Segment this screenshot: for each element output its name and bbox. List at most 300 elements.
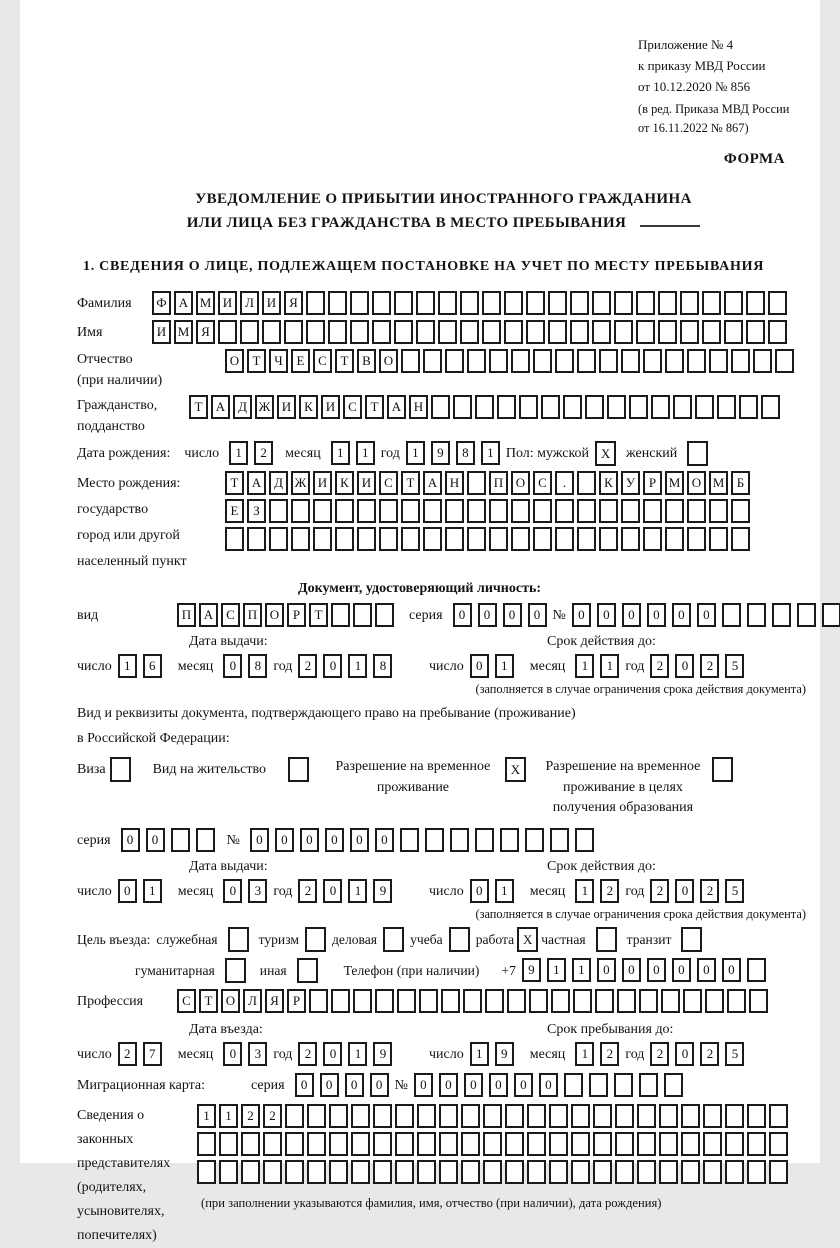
form-cell[interactable] bbox=[639, 1073, 658, 1097]
form-cell[interactable]: И bbox=[357, 471, 376, 495]
form-cell[interactable] bbox=[769, 1104, 788, 1128]
form-cell[interactable] bbox=[564, 1073, 583, 1097]
form-cell[interactable] bbox=[681, 1160, 700, 1184]
form-cell[interactable] bbox=[507, 989, 526, 1013]
form-cell[interactable]: Л bbox=[243, 989, 262, 1013]
form-cell[interactable]: 0 bbox=[223, 1042, 242, 1066]
form-cell[interactable] bbox=[419, 989, 438, 1013]
form-cell[interactable] bbox=[703, 1132, 722, 1156]
doc-type-input[interactable] bbox=[177, 603, 397, 627]
form-cell[interactable] bbox=[483, 1132, 502, 1156]
form-cell[interactable] bbox=[353, 989, 372, 1013]
form-cell[interactable] bbox=[747, 1160, 766, 1184]
form-cell[interactable] bbox=[383, 927, 404, 952]
form-cell[interactable] bbox=[527, 1104, 546, 1128]
form-cell[interactable]: С bbox=[379, 471, 398, 495]
form-cell[interactable]: Т bbox=[247, 349, 266, 373]
form-cell[interactable] bbox=[593, 1160, 612, 1184]
form-cell[interactable] bbox=[305, 927, 326, 952]
form-cell[interactable]: 0 bbox=[722, 958, 741, 982]
form-cell[interactable] bbox=[171, 828, 190, 852]
form-cell[interactable] bbox=[328, 320, 347, 344]
permit-valid-month-input[interactable] bbox=[575, 879, 625, 903]
form-cell[interactable]: X bbox=[595, 441, 616, 466]
form-cell[interactable] bbox=[397, 989, 416, 1013]
form-cell[interactable]: О bbox=[265, 603, 284, 627]
form-cell[interactable] bbox=[592, 291, 611, 315]
phone-input[interactable] bbox=[522, 958, 772, 982]
form-cell[interactable] bbox=[394, 320, 413, 344]
form-cell[interactable]: 0 bbox=[697, 958, 716, 982]
form-cell[interactable] bbox=[681, 927, 702, 952]
form-cell[interactable]: 1 bbox=[495, 654, 514, 678]
form-cell[interactable]: 9 bbox=[373, 1042, 392, 1066]
form-cell[interactable] bbox=[533, 527, 552, 551]
form-cell[interactable]: 2 bbox=[700, 654, 719, 678]
form-cell[interactable] bbox=[379, 499, 398, 523]
form-cell[interactable] bbox=[659, 1132, 678, 1156]
form-cell[interactable] bbox=[335, 499, 354, 523]
form-cell[interactable] bbox=[593, 1132, 612, 1156]
form-cell[interactable] bbox=[219, 1160, 238, 1184]
form-cell[interactable] bbox=[225, 958, 246, 983]
form-cell[interactable] bbox=[417, 1132, 436, 1156]
form-cell[interactable]: 0 bbox=[478, 603, 497, 627]
form-cell[interactable] bbox=[747, 958, 766, 982]
form-cell[interactable]: Т bbox=[199, 989, 218, 1013]
checkbox-edu-permit[interactable] bbox=[712, 757, 733, 782]
form-cell[interactable] bbox=[577, 349, 596, 373]
form-cell[interactable] bbox=[285, 1132, 304, 1156]
form-cell[interactable]: Ч bbox=[269, 349, 288, 373]
migration-card-number-input[interactable] bbox=[414, 1073, 689, 1097]
form-cell[interactable] bbox=[291, 499, 310, 523]
form-cell[interactable]: 1 bbox=[229, 441, 248, 465]
form-cell[interactable] bbox=[614, 1073, 633, 1097]
form-cell[interactable] bbox=[570, 320, 589, 344]
form-cell[interactable]: 0 bbox=[414, 1073, 433, 1097]
form-cell[interactable] bbox=[702, 320, 721, 344]
form-cell[interactable] bbox=[329, 1160, 348, 1184]
form-cell[interactable]: Н bbox=[445, 471, 464, 495]
form-cell[interactable]: 0 bbox=[275, 828, 294, 852]
form-cell[interactable]: А bbox=[387, 395, 406, 419]
form-cell[interactable]: 9 bbox=[495, 1042, 514, 1066]
form-cell[interactable] bbox=[822, 603, 840, 627]
form-cell[interactable] bbox=[423, 527, 442, 551]
surname-input[interactable] bbox=[152, 291, 790, 315]
form-cell[interactable] bbox=[596, 927, 617, 952]
permit-number-input[interactable] bbox=[250, 828, 600, 852]
form-cell[interactable] bbox=[438, 320, 457, 344]
form-cell[interactable] bbox=[439, 1104, 458, 1128]
birth-day-input[interactable] bbox=[229, 441, 279, 465]
form-cell[interactable]: 0 bbox=[622, 603, 641, 627]
form-cell[interactable]: 0 bbox=[622, 958, 641, 982]
form-cell[interactable] bbox=[263, 1132, 282, 1156]
form-cell[interactable] bbox=[288, 757, 309, 782]
form-cell[interactable] bbox=[375, 989, 394, 1013]
form-cell[interactable] bbox=[725, 1104, 744, 1128]
permit-issue-day-input[interactable] bbox=[118, 879, 168, 903]
form-cell[interactable]: 0 bbox=[464, 1073, 483, 1097]
form-cell[interactable] bbox=[329, 1104, 348, 1128]
form-cell[interactable]: Р bbox=[643, 471, 662, 495]
form-cell[interactable] bbox=[575, 828, 594, 852]
stay-month-input[interactable] bbox=[575, 1042, 625, 1066]
form-cell[interactable] bbox=[681, 1132, 700, 1156]
form-cell[interactable]: Т bbox=[335, 349, 354, 373]
form-cell[interactable]: З bbox=[247, 499, 266, 523]
form-cell[interactable] bbox=[709, 349, 728, 373]
form-cell[interactable] bbox=[702, 291, 721, 315]
form-cell[interactable]: С bbox=[221, 603, 240, 627]
form-cell[interactable]: 2 bbox=[298, 654, 317, 678]
form-cell[interactable] bbox=[225, 527, 244, 551]
form-cell[interactable]: М bbox=[174, 320, 193, 344]
form-cell[interactable] bbox=[483, 1104, 502, 1128]
form-cell[interactable] bbox=[665, 349, 684, 373]
form-cell[interactable] bbox=[661, 989, 680, 1013]
form-cell[interactable]: И bbox=[152, 320, 171, 344]
form-cell[interactable] bbox=[549, 1160, 568, 1184]
form-cell[interactable] bbox=[401, 527, 420, 551]
checkbox-purpose-official[interactable] bbox=[228, 927, 249, 952]
form-cell[interactable] bbox=[497, 395, 516, 419]
form-cell[interactable] bbox=[441, 989, 460, 1013]
form-cell[interactable] bbox=[526, 320, 545, 344]
doc-issue-year-input[interactable] bbox=[298, 654, 398, 678]
form-cell[interactable]: Р bbox=[287, 603, 306, 627]
form-cell[interactable]: 0 bbox=[118, 879, 137, 903]
form-cell[interactable]: 2 bbox=[650, 879, 669, 903]
form-cell[interactable] bbox=[775, 349, 794, 373]
form-cell[interactable] bbox=[577, 527, 596, 551]
form-cell[interactable]: 7 bbox=[143, 1042, 162, 1066]
form-cell[interactable] bbox=[511, 349, 530, 373]
form-cell[interactable]: 1 bbox=[470, 1042, 489, 1066]
form-cell[interactable]: 5 bbox=[725, 654, 744, 678]
form-cell[interactable] bbox=[431, 395, 450, 419]
form-cell[interactable] bbox=[285, 1160, 304, 1184]
checkbox-purpose-tourism[interactable] bbox=[305, 927, 326, 952]
citizenship-input[interactable] bbox=[189, 395, 783, 419]
form-cell[interactable] bbox=[375, 603, 394, 627]
form-cell[interactable] bbox=[505, 1160, 524, 1184]
form-cell[interactable] bbox=[467, 527, 486, 551]
form-cell[interactable] bbox=[687, 499, 706, 523]
form-cell[interactable] bbox=[504, 291, 523, 315]
form-cell[interactable] bbox=[577, 471, 596, 495]
form-cell[interactable]: А bbox=[174, 291, 193, 315]
form-cell[interactable] bbox=[643, 349, 662, 373]
form-cell[interactable] bbox=[306, 291, 325, 315]
form-cell[interactable] bbox=[307, 1132, 326, 1156]
doc-series-input[interactable] bbox=[453, 603, 553, 627]
form-cell[interactable] bbox=[450, 828, 469, 852]
form-cell[interactable] bbox=[599, 499, 618, 523]
form-cell[interactable]: 2 bbox=[241, 1104, 260, 1128]
form-cell[interactable]: 0 bbox=[647, 958, 666, 982]
form-cell[interactable]: 1 bbox=[348, 879, 367, 903]
form-cell[interactable]: 1 bbox=[118, 654, 137, 678]
form-cell[interactable] bbox=[617, 989, 636, 1013]
form-cell[interactable] bbox=[395, 1160, 414, 1184]
form-cell[interactable]: 8 bbox=[248, 654, 267, 678]
form-cell[interactable]: Е bbox=[225, 499, 244, 523]
patronymic-input[interactable] bbox=[225, 349, 797, 373]
form-cell[interactable]: 1 bbox=[356, 441, 375, 465]
form-cell[interactable]: 0 bbox=[675, 879, 694, 903]
form-cell[interactable] bbox=[197, 1132, 216, 1156]
form-cell[interactable]: 0 bbox=[345, 1073, 364, 1097]
form-cell[interactable] bbox=[533, 499, 552, 523]
form-cell[interactable] bbox=[228, 927, 249, 952]
form-cell[interactable] bbox=[505, 1132, 524, 1156]
form-cell[interactable] bbox=[241, 1160, 260, 1184]
form-cell[interactable] bbox=[687, 527, 706, 551]
checkbox-temp-permit[interactable] bbox=[505, 757, 526, 782]
form-cell[interactable] bbox=[438, 291, 457, 315]
form-cell[interactable] bbox=[416, 320, 435, 344]
form-cell[interactable] bbox=[614, 320, 633, 344]
form-cell[interactable] bbox=[529, 989, 548, 1013]
form-cell[interactable]: 0 bbox=[539, 1073, 558, 1097]
form-cell[interactable]: 0 bbox=[597, 958, 616, 982]
form-cell[interactable]: И bbox=[218, 291, 237, 315]
form-cell[interactable]: 0 bbox=[323, 879, 342, 903]
form-cell[interactable] bbox=[533, 349, 552, 373]
form-cell[interactable]: 9 bbox=[373, 879, 392, 903]
form-cell[interactable] bbox=[297, 958, 318, 983]
form-cell[interactable] bbox=[724, 291, 743, 315]
form-cell[interactable] bbox=[401, 349, 420, 373]
form-cell[interactable] bbox=[621, 527, 640, 551]
form-cell[interactable]: Ж bbox=[255, 395, 274, 419]
form-cell[interactable] bbox=[607, 395, 626, 419]
form-cell[interactable]: Н bbox=[409, 395, 428, 419]
form-cell[interactable]: 0 bbox=[470, 654, 489, 678]
form-cell[interactable]: 0 bbox=[146, 828, 165, 852]
form-cell[interactable]: 0 bbox=[503, 603, 522, 627]
form-cell[interactable]: 0 bbox=[597, 603, 616, 627]
form-cell[interactable] bbox=[372, 320, 391, 344]
form-cell[interactable] bbox=[709, 527, 728, 551]
form-cell[interactable] bbox=[659, 1160, 678, 1184]
form-cell[interactable] bbox=[241, 1132, 260, 1156]
form-cell[interactable] bbox=[593, 1104, 612, 1128]
form-cell[interactable] bbox=[673, 395, 692, 419]
form-cell[interactable]: 5 bbox=[725, 879, 744, 903]
birth-month-input[interactable] bbox=[331, 441, 381, 465]
form-cell[interactable]: О bbox=[687, 471, 706, 495]
form-cell[interactable] bbox=[527, 1132, 546, 1156]
form-cell[interactable] bbox=[664, 1073, 683, 1097]
form-cell[interactable]: 2 bbox=[263, 1104, 282, 1128]
form-cell[interactable]: 1 bbox=[481, 441, 500, 465]
form-cell[interactable]: Т bbox=[189, 395, 208, 419]
doc-valid-day-input[interactable] bbox=[470, 654, 520, 678]
form-cell[interactable]: 6 bbox=[143, 654, 162, 678]
form-cell[interactable] bbox=[621, 349, 640, 373]
form-cell[interactable]: И bbox=[262, 291, 281, 315]
doc-valid-year-input[interactable] bbox=[650, 654, 750, 678]
form-cell[interactable] bbox=[527, 1160, 546, 1184]
form-cell[interactable] bbox=[475, 828, 494, 852]
form-cell[interactable]: 2 bbox=[700, 1042, 719, 1066]
form-cell[interactable] bbox=[247, 527, 266, 551]
form-cell[interactable] bbox=[307, 1104, 326, 1128]
form-cell[interactable]: О bbox=[511, 471, 530, 495]
form-cell[interactable]: 0 bbox=[470, 879, 489, 903]
form-cell[interactable] bbox=[636, 320, 655, 344]
form-cell[interactable] bbox=[614, 291, 633, 315]
form-cell[interactable] bbox=[747, 603, 766, 627]
form-cell[interactable]: Л bbox=[240, 291, 259, 315]
checkbox-male[interactable] bbox=[595, 441, 616, 466]
form-cell[interactable]: 3 bbox=[248, 1042, 267, 1066]
form-cell[interactable]: 0 bbox=[300, 828, 319, 852]
form-cell[interactable]: Т bbox=[225, 471, 244, 495]
form-cell[interactable]: 0 bbox=[647, 603, 666, 627]
form-cell[interactable] bbox=[722, 603, 741, 627]
form-cell[interactable] bbox=[467, 471, 486, 495]
form-cell[interactable]: 0 bbox=[350, 828, 369, 852]
form-cell[interactable] bbox=[400, 828, 419, 852]
form-cell[interactable] bbox=[505, 1104, 524, 1128]
form-cell[interactable] bbox=[643, 499, 662, 523]
form-cell[interactable] bbox=[500, 828, 519, 852]
form-cell[interactable] bbox=[570, 291, 589, 315]
entry-year-input[interactable] bbox=[298, 1042, 398, 1066]
form-cell[interactable] bbox=[482, 320, 501, 344]
form-cell[interactable] bbox=[709, 499, 728, 523]
form-cell[interactable]: 0 bbox=[572, 603, 591, 627]
form-cell[interactable] bbox=[394, 291, 413, 315]
form-cell[interactable] bbox=[595, 989, 614, 1013]
birth-place-input-row-3[interactable] bbox=[225, 527, 753, 551]
form-cell[interactable] bbox=[571, 1132, 590, 1156]
form-cell[interactable] bbox=[269, 527, 288, 551]
form-cell[interactable] bbox=[291, 527, 310, 551]
form-cell[interactable] bbox=[769, 1160, 788, 1184]
form-cell[interactable] bbox=[563, 395, 582, 419]
form-cell[interactable] bbox=[548, 291, 567, 315]
stay-year-input[interactable] bbox=[650, 1042, 750, 1066]
form-cell[interactable] bbox=[269, 499, 288, 523]
form-cell[interactable]: Т bbox=[365, 395, 384, 419]
permit-issue-month-input[interactable] bbox=[223, 879, 273, 903]
form-cell[interactable]: П bbox=[243, 603, 262, 627]
form-cell[interactable]: 5 bbox=[725, 1042, 744, 1066]
form-cell[interactable]: 0 bbox=[121, 828, 140, 852]
form-cell[interactable]: М bbox=[665, 471, 684, 495]
form-cell[interactable] bbox=[665, 527, 684, 551]
form-cell[interactable] bbox=[483, 1160, 502, 1184]
form-cell[interactable] bbox=[658, 320, 677, 344]
form-cell[interactable]: 2 bbox=[600, 879, 619, 903]
form-cell[interactable] bbox=[589, 1073, 608, 1097]
form-cell[interactable] bbox=[416, 291, 435, 315]
form-cell[interactable] bbox=[460, 320, 479, 344]
form-cell[interactable]: 0 bbox=[320, 1073, 339, 1097]
form-cell[interactable]: С bbox=[343, 395, 362, 419]
form-cell[interactable] bbox=[350, 291, 369, 315]
form-cell[interactable]: 0 bbox=[250, 828, 269, 852]
form-cell[interactable]: . bbox=[555, 471, 574, 495]
form-cell[interactable] bbox=[724, 320, 743, 344]
form-cell[interactable] bbox=[351, 1160, 370, 1184]
form-cell[interactable]: 0 bbox=[439, 1073, 458, 1097]
form-cell[interactable] bbox=[555, 349, 574, 373]
form-cell[interactable]: 2 bbox=[650, 654, 669, 678]
form-cell[interactable] bbox=[695, 395, 714, 419]
form-cell[interactable] bbox=[219, 1132, 238, 1156]
form-cell[interactable]: С bbox=[177, 989, 196, 1013]
entry-day-input[interactable] bbox=[118, 1042, 168, 1066]
form-cell[interactable] bbox=[749, 989, 768, 1013]
form-cell[interactable] bbox=[680, 320, 699, 344]
form-cell[interactable]: О bbox=[225, 349, 244, 373]
form-cell[interactable] bbox=[373, 1160, 392, 1184]
form-cell[interactable]: 0 bbox=[325, 828, 344, 852]
form-cell[interactable] bbox=[687, 349, 706, 373]
form-cell[interactable] bbox=[307, 1160, 326, 1184]
form-cell[interactable] bbox=[629, 395, 648, 419]
form-cell[interactable] bbox=[463, 989, 482, 1013]
form-cell[interactable]: Я bbox=[265, 989, 284, 1013]
form-cell[interactable]: Ф bbox=[152, 291, 171, 315]
form-cell[interactable]: О bbox=[379, 349, 398, 373]
form-cell[interactable] bbox=[218, 320, 237, 344]
form-cell[interactable] bbox=[615, 1160, 634, 1184]
form-cell[interactable] bbox=[665, 499, 684, 523]
checkbox-purpose-transit[interactable] bbox=[681, 927, 702, 952]
form-cell[interactable]: 2 bbox=[600, 1042, 619, 1066]
form-cell[interactable]: Д bbox=[233, 395, 252, 419]
form-cell[interactable] bbox=[445, 499, 464, 523]
form-cell[interactable]: Ж bbox=[291, 471, 310, 495]
form-cell[interactable]: 0 bbox=[675, 1042, 694, 1066]
form-cell[interactable] bbox=[467, 349, 486, 373]
form-cell[interactable]: 0 bbox=[489, 1073, 508, 1097]
form-cell[interactable] bbox=[475, 395, 494, 419]
form-cell[interactable] bbox=[240, 320, 259, 344]
form-cell[interactable]: 1 bbox=[600, 654, 619, 678]
checkbox-purpose-humanitarian[interactable] bbox=[225, 958, 246, 983]
form-cell[interactable]: Т bbox=[401, 471, 420, 495]
checkbox-visa[interactable] bbox=[110, 757, 131, 782]
form-cell[interactable] bbox=[797, 603, 816, 627]
form-cell[interactable]: 1 bbox=[331, 441, 350, 465]
form-cell[interactable] bbox=[460, 291, 479, 315]
form-cell[interactable] bbox=[306, 320, 325, 344]
form-cell[interactable] bbox=[425, 828, 444, 852]
form-cell[interactable] bbox=[335, 527, 354, 551]
form-cell[interactable] bbox=[353, 603, 372, 627]
form-cell[interactable] bbox=[555, 527, 574, 551]
form-cell[interactable] bbox=[637, 1132, 656, 1156]
form-cell[interactable] bbox=[449, 927, 470, 952]
form-cell[interactable] bbox=[599, 349, 618, 373]
form-cell[interactable]: И bbox=[277, 395, 296, 419]
form-cell[interactable]: X bbox=[517, 927, 538, 952]
form-cell[interactable]: 0 bbox=[323, 1042, 342, 1066]
form-cell[interactable] bbox=[285, 1104, 304, 1128]
form-cell[interactable]: И bbox=[321, 395, 340, 419]
form-cell[interactable] bbox=[746, 320, 765, 344]
form-cell[interactable] bbox=[313, 527, 332, 551]
